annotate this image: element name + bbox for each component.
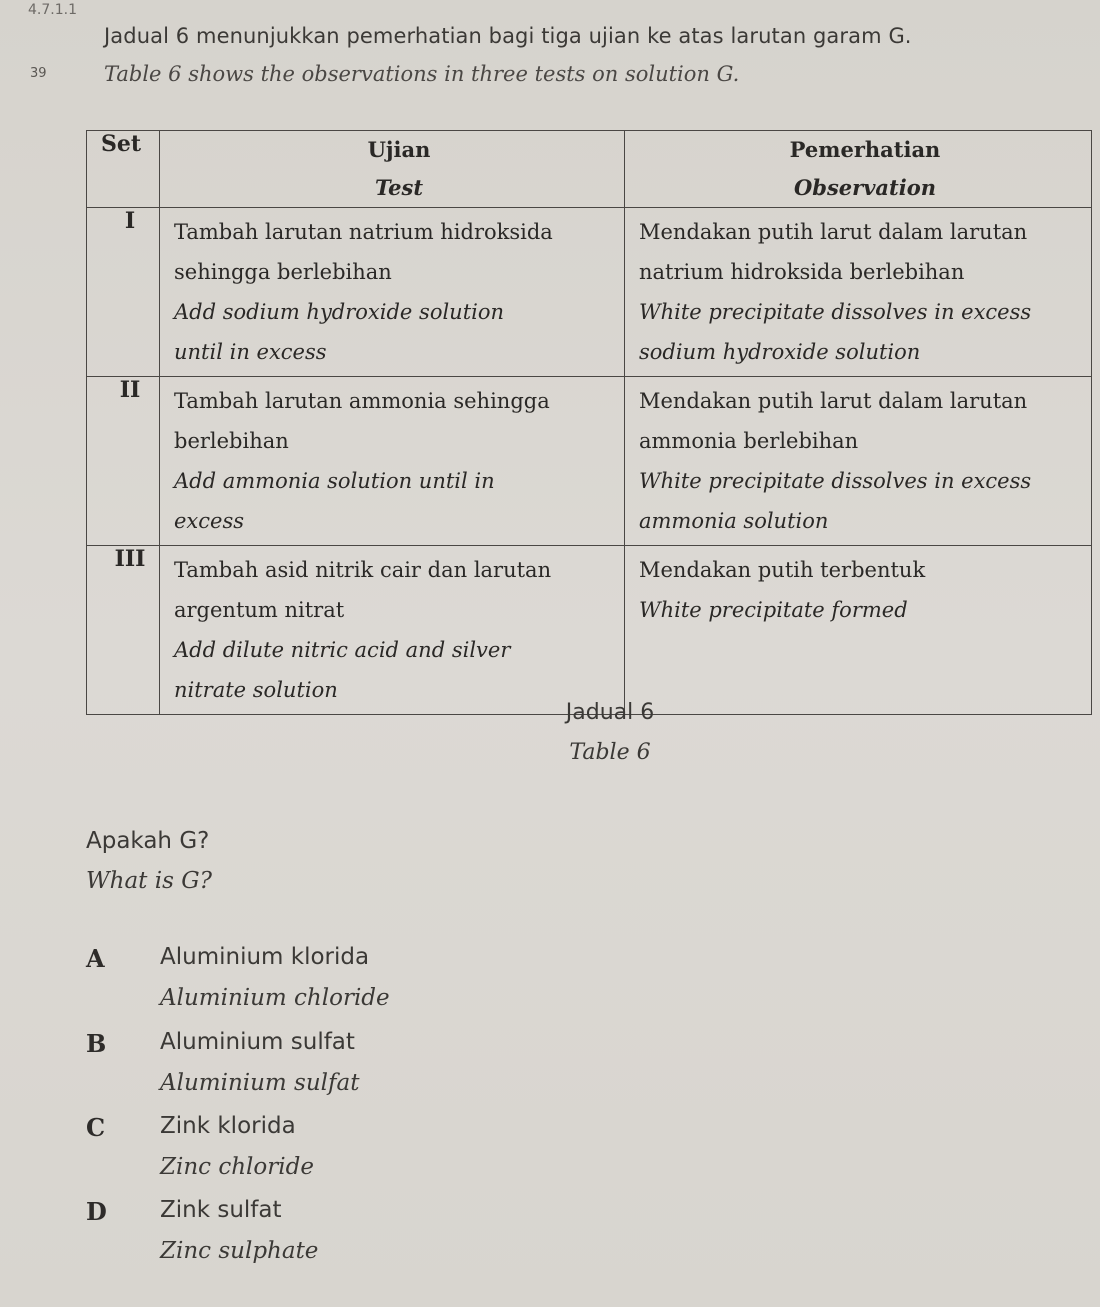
set-label: II <box>87 377 160 546</box>
test-line-malay: sehingga berlebihan <box>174 260 392 284</box>
intro-text-english: Table 6 shows the observations in three tests on solution G. <box>104 62 740 86</box>
observation-cell <box>625 377 1092 546</box>
option-text-english: Zinc sulphate <box>160 1238 319 1264</box>
option-text-malay: Aluminium sulfat <box>160 1029 355 1055</box>
intro-text-malay: Jadual 6 menunjukkan pemerhatian bagi tiga ujian ke atas larutan garam G. <box>104 24 912 48</box>
option-letter: A <box>86 944 105 973</box>
header-set: Set <box>87 131 160 208</box>
observation-line-english: ammonia solution <box>639 509 829 533</box>
option-text-malay: Aluminium klorida <box>160 944 370 970</box>
test-line-malay: argentum nitrat <box>174 598 345 622</box>
observation-line-malay: Mendakan putih terbentuk <box>639 558 926 582</box>
header-observation-malay: Pemerhatian <box>789 137 941 162</box>
option-text-english: Aluminium sulfat <box>160 1070 360 1096</box>
test-cell <box>160 377 625 546</box>
observation-line-malay: ammonia berlebihan <box>639 429 859 453</box>
table-caption-english: Table 6 <box>569 740 651 765</box>
test-line-malay: berlebihan <box>174 429 289 453</box>
header-observation-english: Observation <box>794 175 936 200</box>
corner-mark: 4.7.1.1 <box>28 2 77 18</box>
observation-cell <box>625 208 1092 377</box>
answer-option-a[interactable] <box>86 944 686 1028</box>
option-text-english: Zinc chloride <box>160 1154 314 1180</box>
observation-line-malay: Mendakan putih larut dalam larutan <box>639 389 1028 413</box>
observation-line-english: sodium hydroxide solution <box>639 340 921 364</box>
set-label: III <box>87 546 160 715</box>
set-label: I <box>87 208 160 377</box>
header-test-malay: Ujian <box>367 137 431 162</box>
table-row <box>87 208 1092 377</box>
test-line-malay: Tambah larutan natrium hidroksida <box>174 220 553 244</box>
observation-line-malay: natrium hidroksida berlebihan <box>639 260 965 284</box>
option-text-malay: Zink klorida <box>160 1113 296 1139</box>
option-text-malay: Zink sulfat <box>160 1197 282 1223</box>
test-line-english: excess <box>174 509 245 533</box>
question-text-malay: Apakah G? <box>86 828 210 854</box>
table-row <box>87 377 1092 546</box>
answer-option-c[interactable] <box>86 1113 686 1197</box>
option-text-english: Aluminium chloride <box>160 985 390 1011</box>
table-header-row <box>87 131 1092 208</box>
test-line-malay: Tambah larutan ammonia sehingga <box>174 389 550 413</box>
header-test-english: Test <box>374 175 424 200</box>
observation-table <box>86 130 1092 715</box>
observation-line-english: White precipitate dissolves in excess <box>639 469 1032 493</box>
header-observation <box>625 131 1092 208</box>
test-line-english: Add ammonia solution until in <box>174 469 495 493</box>
test-cell <box>160 208 625 377</box>
option-letter: D <box>86 1197 107 1226</box>
option-letter: B <box>86 1029 107 1058</box>
option-letter: C <box>86 1113 106 1142</box>
test-line-english: until in excess <box>174 340 327 364</box>
observation-cell <box>625 546 1092 715</box>
observation-line-english: White precipitate dissolves in excess <box>639 300 1032 324</box>
test-line-english: nitrate solution <box>174 678 338 702</box>
answer-option-b[interactable] <box>86 1029 686 1113</box>
answer-option-d[interactable] <box>86 1197 686 1281</box>
question-number: 39 <box>30 66 47 81</box>
test-cell <box>160 546 625 715</box>
table-row <box>87 546 1092 715</box>
test-line-english: Add sodium hydroxide solution <box>174 300 505 324</box>
observation-line-malay: Mendakan putih larut dalam larutan <box>639 220 1028 244</box>
observation-line-english: White precipitate formed <box>639 598 908 622</box>
header-test <box>160 131 625 208</box>
test-line-malay: Tambah asid nitrik cair dan larutan <box>174 558 552 582</box>
test-line-english: Add dilute nitric acid and silver <box>174 638 511 662</box>
question-text-english: What is G? <box>86 868 212 894</box>
table-caption-malay: Jadual 6 <box>565 700 655 725</box>
